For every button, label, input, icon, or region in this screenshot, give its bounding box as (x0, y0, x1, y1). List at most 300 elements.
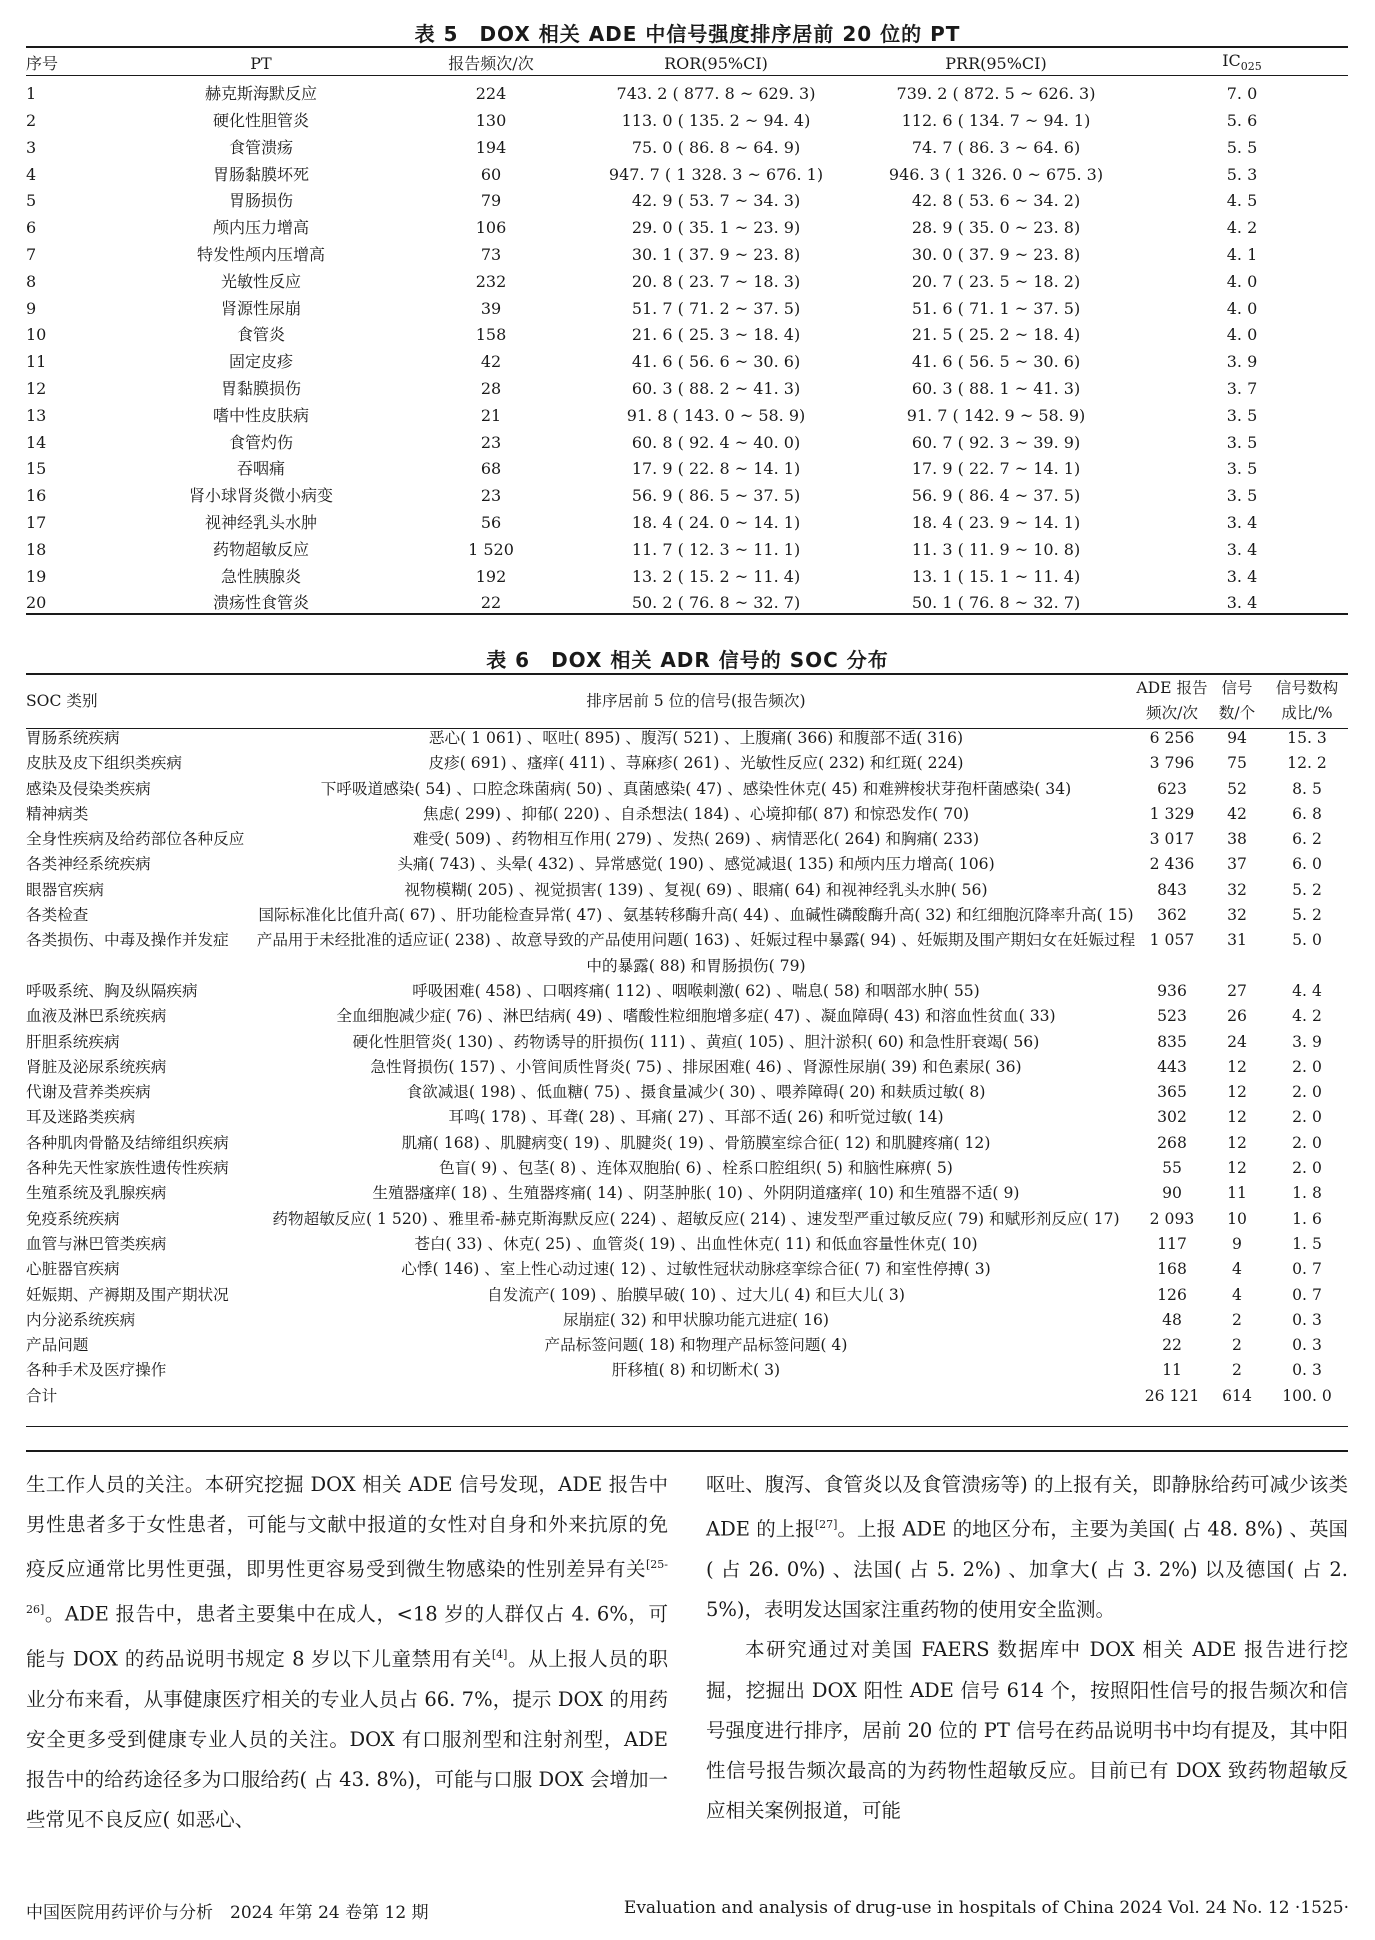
table6-cell: 肌痛( 168) 、肌腱病变( 19) 、肌腱炎( 19) 、骨筋膜室综合征( 12) 和肌腱疼痛( 12) (401, 1133, 991, 1152)
table6-cell: 6 256 (1149, 729, 1195, 747)
table5-cell: 3. 4 (1226, 512, 1258, 532)
table6-cell: 皮肤及皮下组织类疾病 (26, 754, 182, 773)
table6-cell: 623 (1157, 779, 1187, 798)
table6-cell: 15. 3 (1287, 729, 1327, 747)
table6-cell: 90 (1162, 1184, 1182, 1203)
table5-cell: 3. 4 (1226, 539, 1258, 559)
table5-cell: 5. 6 (1226, 110, 1258, 130)
table5-cell: 91. 7 ( 142. 9 ~ 58. 9) (906, 405, 1086, 425)
table5-cell: 79 (480, 191, 502, 211)
table5-row (26, 81, 1348, 108)
table5-cell: 3. 5 (1226, 459, 1258, 479)
table5-cell: 194 (475, 137, 507, 157)
table6-cell: 色盲( 9) 、包茎( 8) 、连体双胞胎( 6) 、栓系口腔组织( 5) 和脑性麻痹( 5) (439, 1159, 953, 1178)
table5-cell: 12 (26, 378, 47, 398)
table6-cell: 523 (1157, 1007, 1187, 1026)
table6-cell: 视物模糊( 205) 、视觉损害( 139) 、复视( 69) 、眼痛( 64) 和视神经乳头水肿( 56) (404, 880, 988, 899)
table6-cell: 下呼吸道感染( 54) 、口腔念珠菌病( 50) 、真菌感染( 47) 、感染性休克( 45) 和难辨梭状芽孢杆菌感染( 34) (320, 779, 1072, 798)
table5-row (26, 403, 1348, 430)
table6-cell: 12 (1227, 1159, 1247, 1178)
table5-cell: 14 (26, 432, 47, 452)
table6-cell: 2. 0 (1292, 1159, 1322, 1178)
table6-cell: 37 (1227, 855, 1247, 874)
table5-cell: 13. 1 ( 15. 1 ~ 11. 4) (911, 566, 1081, 586)
table6-header-soc: SOC 类别 (26, 692, 98, 710)
table6-cell: 8. 5 (1292, 779, 1322, 798)
table5-cell: 60 (480, 164, 502, 184)
table5-cell: 药物超敏反应 (212, 539, 309, 559)
table5-header: PRR(95%CI) (945, 54, 1047, 74)
table5-cell: 17. 9 ( 22. 7 ~ 14. 1) (911, 459, 1081, 479)
table6-row (26, 1080, 1348, 1105)
table5-row (26, 376, 1348, 403)
table5-cell: 13 (26, 405, 47, 425)
table6-cell: 362 (1157, 906, 1187, 925)
table6-header-freq-line2: 频次/次 (1145, 704, 1199, 722)
table6-row (26, 878, 1348, 903)
table6-cell: 各种先天性家族性遗传性疾病 (26, 1159, 229, 1178)
table5-cell: 130 (475, 110, 507, 130)
table5-cell: 3. 5 (1226, 405, 1258, 425)
table6-row (26, 726, 1348, 751)
table6-cell: 硬化性胆管炎( 130) 、药物诱导的肝损伤( 111) 、黄疸( 105) 、胆汁淤积( 60) 和急性肝衰竭( 56) (352, 1032, 1040, 1051)
table6-row (26, 928, 1348, 979)
table5-cell: 73 (480, 244, 502, 264)
table5-cell: 1 520 (468, 539, 514, 559)
table5-row (26, 242, 1348, 269)
table5-cell: 23 (480, 486, 502, 506)
table5-cell: 42 (480, 352, 502, 372)
table6-cell: 48 (1162, 1310, 1182, 1329)
table6-cell: 眼器官疾病 (26, 880, 104, 899)
body-left-text: 。ADE 报告中，患者主要集中在成人，<18 岁的人群仅占 4. 6%，可能与 DOX 的药品说明书规定 8 岁以下儿童禁用有关 (26, 1602, 668, 1671)
table6-cell: 126 (1157, 1285, 1187, 1304)
table5-cell: 743. 2 ( 877. 8 ~ 629. 3) (616, 84, 816, 104)
table5-cell: 18 (26, 539, 47, 559)
table5-cell: 56. 9 ( 86. 5 ~ 37. 5) (631, 486, 801, 506)
table6-total-rule (26, 1426, 1348, 1427)
table5-cell: 51. 7 ( 71. 2 ~ 37. 5) (631, 298, 801, 318)
table6-cell: 肾脏及泌尿系统疾病 (26, 1057, 167, 1076)
footer-journal-cn: 中国医院用药评价与分析 2024 年第 24 卷第 12 期 (26, 1903, 429, 1923)
table5-cell: 4. 0 (1226, 271, 1258, 291)
table6-cell: 835 (1157, 1032, 1187, 1051)
table6-row (26, 777, 1348, 802)
ic-subscript: 025 (1240, 60, 1262, 74)
table5-cell: 颅内压力增高 (212, 218, 309, 238)
table6-cell: 呼吸困难( 458) 、口咽疼痛( 112) 、咽喉刺激( 62) 、喘息( 58) 和咽部水肿( 55) (412, 981, 980, 1000)
table5-cell: 急性胰腺炎 (220, 566, 301, 586)
table6-cell: 产品用于未经批准的适应证( 238) 、故意导致的产品使用问题( 163) 、妊娠过程中暴露( 94) 、妊娠期及围产期妇女在妊娠过程中的暴露( 88) 和胃肠损伤( 79) (256, 931, 1136, 975)
table5-cell: 视神经乳头水肿 (204, 512, 317, 532)
table5-cell: 4. 1 (1226, 244, 1258, 264)
table6-cell: 2 (1232, 1310, 1242, 1329)
table5-cell: 3 (26, 137, 37, 157)
table6-cell: 各类神经系统疾病 (26, 855, 151, 874)
body-right-text: 。上报 ADE 的地区分布，主要为美国( 占 48. 8%) 、英国( 占 26. 0%) 、法国( 占 5. 2%) 、加拿大( 占 3. 2%) 以及德国( 占 2. 5%)，表明发达国家注重药物的使用安全监测。 (706, 1517, 1348, 1622)
table6-header-signals: 排序居前 5 位的信号(报告频次) (586, 692, 806, 710)
table5-cell: 8 (26, 271, 37, 291)
table5-cell: 60. 7 ( 92. 3 ~ 39. 9) (911, 432, 1081, 452)
table6-cell: 血管与淋巴管类疾病 (26, 1234, 167, 1253)
table6-cell: 2 (1232, 1336, 1242, 1355)
table5-cell: 91. 8 ( 143. 0 ~ 58. 9) (626, 405, 806, 425)
table5-cell: 3. 7 (1226, 378, 1258, 398)
table5-cell: 吞咽痛 (236, 459, 285, 479)
table5-cell: 7. 0 (1226, 84, 1258, 104)
table5-row (26, 456, 1348, 483)
table5-cell: 18. 4 ( 23. 9 ~ 14. 1) (911, 512, 1081, 532)
table5-cell: 158 (475, 325, 507, 345)
table6-cell: 全身性疾病及给药部位各种反应 (26, 830, 245, 849)
table6-cell: 1. 6 (1292, 1209, 1322, 1228)
table6-cell: 27 (1227, 981, 1247, 1000)
body-left-text: 生工作人员的关注。本研究挖掘 DOX 相关 ADE 信号发现，ADE 报告中男性患者多于女性患者，可能与文献中报道的女性对自身和外来抗原的免疫反应通常比男性更强，即男性更容易受到微生物感染的性别差异有关 (26, 1473, 668, 1581)
table5-cell: 60. 3 ( 88. 2 ~ 41. 3) (631, 378, 801, 398)
table5-cell: 食管炎 (236, 325, 285, 345)
table6-cell: 焦虑( 299) 、抑郁( 220) 、自杀想法( 184) 、心境抑郁( 87) 和惊恐发作( 70) (422, 804, 970, 823)
table5-header-rule (26, 75, 1348, 76)
table5-cell: 22 (480, 593, 502, 613)
table5-cell: 3. 9 (1226, 352, 1258, 372)
table6-cell: 2 093 (1149, 1209, 1195, 1228)
table6-header-ratio-line1: 信号数构 (1275, 679, 1339, 697)
table6-cell: 0. 3 (1292, 1336, 1322, 1355)
footer-journal-en: Evaluation and analysis of drug-use in hospitals of China 2024 Vol. 24 No. 12 ·1525· (623, 1898, 1349, 1918)
table5-cell: 28 (480, 378, 502, 398)
table6-cell: 自发流产( 109) 、胎膜早破( 10) 、过大儿( 4) 和巨大儿( 3) (487, 1285, 905, 1304)
table6-cell: 各类损伤、中毒及操作并发症 (26, 931, 229, 950)
table6-cell: 2. 0 (1292, 1108, 1322, 1127)
table5-cell: 硬化性胆管炎 (212, 110, 309, 130)
table5-cell: 7 (26, 244, 37, 264)
table6-row (26, 852, 1348, 877)
table6-row (26, 1181, 1348, 1206)
table6-cell: 268 (1157, 1133, 1187, 1152)
table6-row (26, 1257, 1348, 1282)
table5-cell: 4 (26, 164, 37, 184)
table6-cell: 0. 7 (1292, 1285, 1322, 1304)
table6-cell: 4 (1232, 1260, 1242, 1279)
table6-cell: 5. 2 (1292, 880, 1322, 899)
table6-cell: 药物超敏反应( 1 520) 、雅里希-赫克斯海默反应( 224) 、超敏反应( 214) 、速发型严重过敏反应( 79) 和赋形剂反应( 17) (272, 1209, 1120, 1228)
table6-row (26, 1358, 1348, 1383)
table6-cell: 4. 4 (1292, 981, 1322, 1000)
body-right-column (706, 1465, 1348, 1831)
body-left-paragraph (26, 1465, 668, 1840)
table6-total-cell: 合计 (26, 1386, 58, 1405)
table5-cell: 51. 6 ( 71. 1 ~ 37. 5) (911, 298, 1081, 318)
table6-header-count-line1: 信号 (1221, 679, 1253, 697)
table6-cell: 各类检查 (26, 906, 89, 925)
table5-cell: 68 (480, 459, 502, 479)
table6-cell: 3 796 (1149, 754, 1195, 773)
table6-total-cell: 26 121 (1144, 1386, 1200, 1405)
table5-cell: 232 (475, 271, 507, 291)
table5-cell: 74. 7 ( 86. 3 ~ 64. 6) (911, 137, 1081, 157)
table6-cell: 皮疹( 691) 、瘙痒( 411) 、荨麻疹( 261) 、光敏性反应( 232) 和红斑( 224) (428, 754, 964, 773)
table6-cell: 12 (1227, 1083, 1247, 1102)
table6-cell: 妊娠期、产褥期及围产期状况 (26, 1285, 229, 1304)
table6-cell: 精神病类 (26, 804, 89, 823)
table6-caption: 表 6 DOX 相关 ADR 信号的 SOC 分布 (486, 648, 889, 672)
table6-cell: 0. 3 (1292, 1310, 1322, 1329)
body-right-text: 呕吐、腹泻、食管炎以及食管溃疡等) 的上报有关，即静脉给药可减少该类 ADE 的上报 (706, 1473, 1348, 1541)
table6-cell: 免疫系统疾病 (26, 1209, 120, 1228)
table5-row (26, 430, 1348, 457)
table6-cell: 32 (1227, 880, 1247, 899)
table6-cell: 24 (1227, 1032, 1247, 1051)
table6-cell: 心悸( 146) 、室上性心动过速( 12) 、过敏性冠状动脉痉挛综合征( 7) 和室性停搏( 3) (401, 1260, 991, 1279)
table5-cell: 10 (26, 325, 47, 345)
table6-cell: 肝移植( 8) 和切断术( 3) (611, 1361, 781, 1380)
table6-cell: 急性肾损伤( 157) 、小管间质性肾炎( 75) 、排尿困难( 46) 、肾源性尿崩( 39) 和色素尿( 36) (370, 1057, 1022, 1076)
table6-row (26, 1207, 1348, 1232)
table6-cell: 12. 2 (1287, 754, 1327, 773)
table6-cell: 55 (1162, 1159, 1182, 1178)
table6-cell: 血液及淋巴系统疾病 (26, 1007, 167, 1026)
table5-header: $IC_{025}$ (1222, 51, 1262, 74)
table6-cell: 12 (1227, 1133, 1247, 1152)
table5-cell: 胃肠黏膜坏死 (212, 164, 309, 184)
table5-cell: 4. 2 (1226, 218, 1258, 238)
table6-header-ratio (1266, 676, 1348, 726)
table6-cell: 国际标准化比值升高( 67) 、肝功能检查异常( 47) 、氨基转移酶升高( 44) 、血碱性磷酸酶升高( 32) 和红细胞沉降率升高( 15) (258, 906, 1134, 925)
table5-cell: 21. 5 ( 25. 2 ~ 18. 4) (911, 325, 1081, 345)
table5-cell: 56 (480, 512, 502, 532)
table6-cell: 38 (1227, 830, 1247, 849)
table5-cell: 947. 7 ( 1 328. 3 ~ 676. 1) (608, 164, 824, 184)
table5-cell: 946. 3 ( 1 326. 0 ~ 675. 3) (888, 164, 1104, 184)
table5-cell: 60. 8 ( 92. 4 ~ 40. 0) (631, 432, 801, 452)
table6-total-cell: 614 (1222, 1386, 1252, 1405)
table6-row (26, 1156, 1348, 1181)
table6-cell: 302 (1157, 1108, 1187, 1127)
table6-row (26, 1055, 1348, 1080)
table6-cell: 食欲减退( 198) 、低血糖( 75) 、摄食量减少( 30) 、喂养障碍( 20) 和麸质过敏( 8) (406, 1083, 986, 1102)
table6-cell: 5. 2 (1292, 906, 1322, 925)
table6-row (26, 1030, 1348, 1055)
table5-cell: 18. 4 ( 24. 0 ~ 14. 1) (631, 512, 801, 532)
table6-row (26, 1131, 1348, 1156)
citation: [4] (491, 1647, 508, 1661)
table5-cell: 3. 5 (1226, 486, 1258, 506)
table5-row (26, 510, 1348, 537)
table6-cell: 内分泌系统疾病 (26, 1310, 136, 1329)
table5-cell: 21. 6 ( 25. 3 ~ 18. 4) (631, 325, 801, 345)
table6-cell: 11 (1162, 1361, 1182, 1380)
table6-cell: 2. 0 (1292, 1057, 1322, 1076)
table5-cell: 4. 5 (1226, 191, 1258, 211)
table5-cell: 20. 8 ( 23. 7 ~ 18. 3) (631, 271, 801, 291)
table5-row (26, 269, 1348, 296)
table5-cell: 39 (480, 298, 502, 318)
table6-cell: 6. 0 (1292, 855, 1322, 874)
table5-cell: 13. 2 ( 15. 2 ~ 11. 4) (631, 566, 801, 586)
table6-header-freq (1136, 676, 1208, 726)
table6-cell: 843 (1157, 880, 1187, 899)
table5-cell: 19 (26, 566, 47, 586)
table5-cell: 192 (475, 566, 507, 586)
table5-cell: 4. 0 (1226, 325, 1258, 345)
table6-row (26, 827, 1348, 852)
table5-cell: 11. 7 ( 12. 3 ~ 11. 1) (631, 539, 801, 559)
table6-cell: 恶心( 1 061) 、呕吐( 895) 、腹泻( 521) 、上腹痛( 366) 和腹部不适( 316) (428, 729, 964, 747)
table5-cell: 50. 2 ( 76. 8 ~ 32. 7) (631, 593, 801, 613)
table5-cell: 3. 4 (1226, 593, 1258, 613)
table6-cell: 代谢及营养类疾病 (26, 1083, 151, 1102)
table6-cell: 各种肌肉骨骼及结缔组织疾病 (26, 1133, 229, 1152)
table5-row (26, 322, 1348, 349)
table5-cell: 50. 1 ( 76. 8 ~ 32. 7) (911, 593, 1081, 613)
table5-cell: 17. 9 ( 22. 8 ~ 14. 1) (631, 459, 801, 479)
table6-cell: 75 (1227, 754, 1247, 773)
table6-cell: 胃肠系统疾病 (26, 729, 120, 747)
table6-cell: 尿崩症( 32) 和甲状腺功能亢进症( 16) (562, 1310, 829, 1329)
table5-row (26, 215, 1348, 242)
table5-row (26, 162, 1348, 189)
table5-row (26, 135, 1348, 162)
table6-cell: 42 (1227, 804, 1247, 823)
citation: [25-26] (26, 1558, 668, 1617)
table6-cell: 4 (1232, 1285, 1242, 1304)
table5-cell: 106 (475, 218, 507, 238)
table6-cell: 6. 8 (1292, 804, 1322, 823)
table6-cell: 117 (1157, 1234, 1187, 1253)
table6-row (26, 903, 1348, 928)
table6-row (26, 1308, 1348, 1333)
table6-cell: 2. 0 (1292, 1083, 1322, 1102)
table6-bottom-rule (26, 1450, 1348, 1452)
table6-cell: 产品问题 (26, 1336, 89, 1355)
body-left-column (26, 1465, 668, 1840)
table5-cell: 固定皮疹 (228, 352, 293, 372)
table6-cell: 感染及侵染类疾病 (26, 779, 151, 798)
table6-cell: 0. 3 (1292, 1361, 1322, 1380)
table5-header: 报告频次/次 (448, 54, 534, 74)
table6-cell: 1 057 (1149, 931, 1195, 950)
table6-cell: 168 (1157, 1260, 1187, 1279)
table6-total-row (26, 1384, 1348, 1409)
table6-row (26, 1105, 1348, 1130)
table5-cell: 42. 9 ( 53. 7 ~ 34. 3) (631, 191, 801, 211)
table5-row (26, 188, 1348, 215)
table6-cell: 52 (1227, 779, 1247, 798)
table5-cell: 溃疡性食管炎 (212, 593, 309, 613)
table5-caption: 表 5 DOX 相关 ADE 中信号强度排序居前 20 位的 PT (414, 22, 961, 46)
table6-row (26, 1232, 1348, 1257)
table6-cell: 生殖器瘙痒( 18) 、生殖器疼痛( 14) 、阴茎肿胀( 10) 、外阴阴道瘙痒( 10) 和生殖器不适( 9) (372, 1184, 1020, 1203)
table5-cell: 11 (26, 352, 47, 372)
table5-cell: 30. 0 ( 37. 9 ~ 23. 8) (911, 244, 1081, 264)
table5-cell: 28. 9 ( 35. 0 ~ 23. 8) (911, 218, 1081, 238)
table6-cell: 头痛( 743) 、头晕( 432) 、异常感觉( 190) 、感觉减退( 135) 和颅内压力增高( 106) (397, 855, 995, 874)
table6-total-cell: 100. 0 (1282, 1386, 1332, 1405)
table6-header-freq-line1: ADE 报告 (1136, 679, 1208, 697)
table6-cell: 难受( 509) 、药物相互作用( 279) 、发热( 269) 、病情恶化( 264) 和胸痛( 233) (412, 830, 980, 849)
table5-cell: 113. 0 ( 135. 2 ~ 94. 4) (621, 110, 811, 130)
table6-cell: 4. 2 (1292, 1007, 1322, 1026)
table6-cell: 各种手术及医疗操作 (26, 1361, 167, 1380)
table6-cell: 耳鸣( 178) 、耳聋( 28) 、耳痛( 27) 、耳部不适( 26) 和听觉过敏( 14) (448, 1108, 944, 1127)
table6-cell: 12 (1227, 1057, 1247, 1076)
table6-top-rule (26, 673, 1348, 675)
table5-cell: 11. 3 ( 11. 9 ~ 10. 8) (911, 539, 1081, 559)
table5-cell: 29. 0 ( 35. 1 ~ 23. 9) (631, 218, 801, 238)
table5-bottom-rule (26, 613, 1348, 615)
table5-cell: 3. 4 (1226, 566, 1258, 586)
table5-cell: 224 (475, 84, 507, 104)
table6-row (26, 1283, 1348, 1308)
body-right-paragraph (706, 1465, 1348, 1630)
table6-header-count-line2: 数/个 (1218, 704, 1256, 722)
table6-cell: 产品标签问题( 18) 和物理产品标签问题( 4) (544, 1336, 848, 1355)
table5-header: ROR(95%CI) (664, 54, 768, 74)
table5-cell: 5 (26, 191, 37, 211)
table5-cell: 20 (26, 593, 47, 613)
table5-cell: 112. 6 ( 134. 7 ~ 94. 1) (901, 110, 1091, 130)
table5-cell: 21 (480, 405, 502, 425)
table6-cell: 32 (1227, 906, 1247, 925)
table6-total-cell (256, 1384, 1136, 1409)
table6-row (26, 979, 1348, 1004)
table6-cell: 生殖系统及乳腺疾病 (26, 1184, 167, 1203)
table6-cell: 心脏器官疾病 (26, 1260, 120, 1279)
table5-cell: 肾源性尿崩 (220, 298, 301, 318)
table6-cell: 3. 9 (1292, 1032, 1322, 1051)
table6-cell: 12 (1227, 1108, 1247, 1127)
table6-cell: 2. 0 (1292, 1133, 1322, 1152)
table5-cell: 嗜中性皮肤病 (212, 405, 309, 425)
table5-row (26, 349, 1348, 376)
table6-cell: 11 (1227, 1184, 1247, 1203)
table5-cell: 3. 5 (1226, 432, 1258, 452)
table6-cell: 耳及迷路类疾病 (26, 1108, 136, 1127)
table5-cell: 食管灼伤 (228, 432, 293, 452)
table5-cell: 17 (26, 512, 47, 532)
table6-cell: 2 436 (1149, 855, 1195, 874)
table6-row (26, 751, 1348, 776)
table5-cell: 2 (26, 110, 37, 130)
table5-cell: 15 (26, 459, 47, 479)
table6-header-ratio-line2: 成比/% (1281, 704, 1333, 722)
table5-cell: 16 (26, 486, 47, 506)
table6-header-count (1208, 676, 1266, 726)
table5-cell: 胃肠损伤 (228, 191, 293, 211)
table5-cell: 56. 9 ( 86. 4 ~ 37. 5) (911, 486, 1081, 506)
table6-row (26, 1004, 1348, 1029)
table5-cell: 41. 6 ( 56. 5 ~ 30. 6) (911, 352, 1081, 372)
table5-cell: 4. 0 (1226, 298, 1258, 318)
table5-cell: 光敏性反应 (220, 271, 301, 291)
table6-cell: 1 329 (1149, 804, 1195, 823)
table5-header-row (26, 47, 1348, 81)
table5-cell: 75. 0 ( 86. 8 ~ 64. 9) (631, 137, 801, 157)
table5-cell: 30. 1 ( 37. 9 ~ 23. 8) (631, 244, 801, 264)
table6-cell: 936 (1157, 981, 1187, 1000)
table5-row (26, 483, 1348, 510)
table6-cell: 5. 0 (1292, 931, 1322, 950)
table5-cell: 5. 5 (1226, 137, 1258, 157)
table5-cell: 20. 7 ( 23. 5 ~ 18. 2) (911, 271, 1081, 291)
table5-cell: 23 (480, 432, 502, 452)
table6-header-row (26, 676, 1348, 726)
table6-cell: 22 (1162, 1336, 1182, 1355)
table5-cell: 1 (26, 84, 37, 104)
body-left-text: 。从上报人员的职业分布来看，从事健康医疗相关的专业人员占 66. 7%，提示 DOX 的用药安全更多受到健康专业人员的关注。DOX 有口服剂型和注射剂型，ADE 报告中的给药途径多为口服给药( 占 43. 8%)，可能与口服 DOX 会增加一些常见不良反应( 如恶心、 (26, 1647, 668, 1832)
table5-header: PT (250, 54, 272, 74)
table5-cell: 6 (26, 218, 37, 238)
